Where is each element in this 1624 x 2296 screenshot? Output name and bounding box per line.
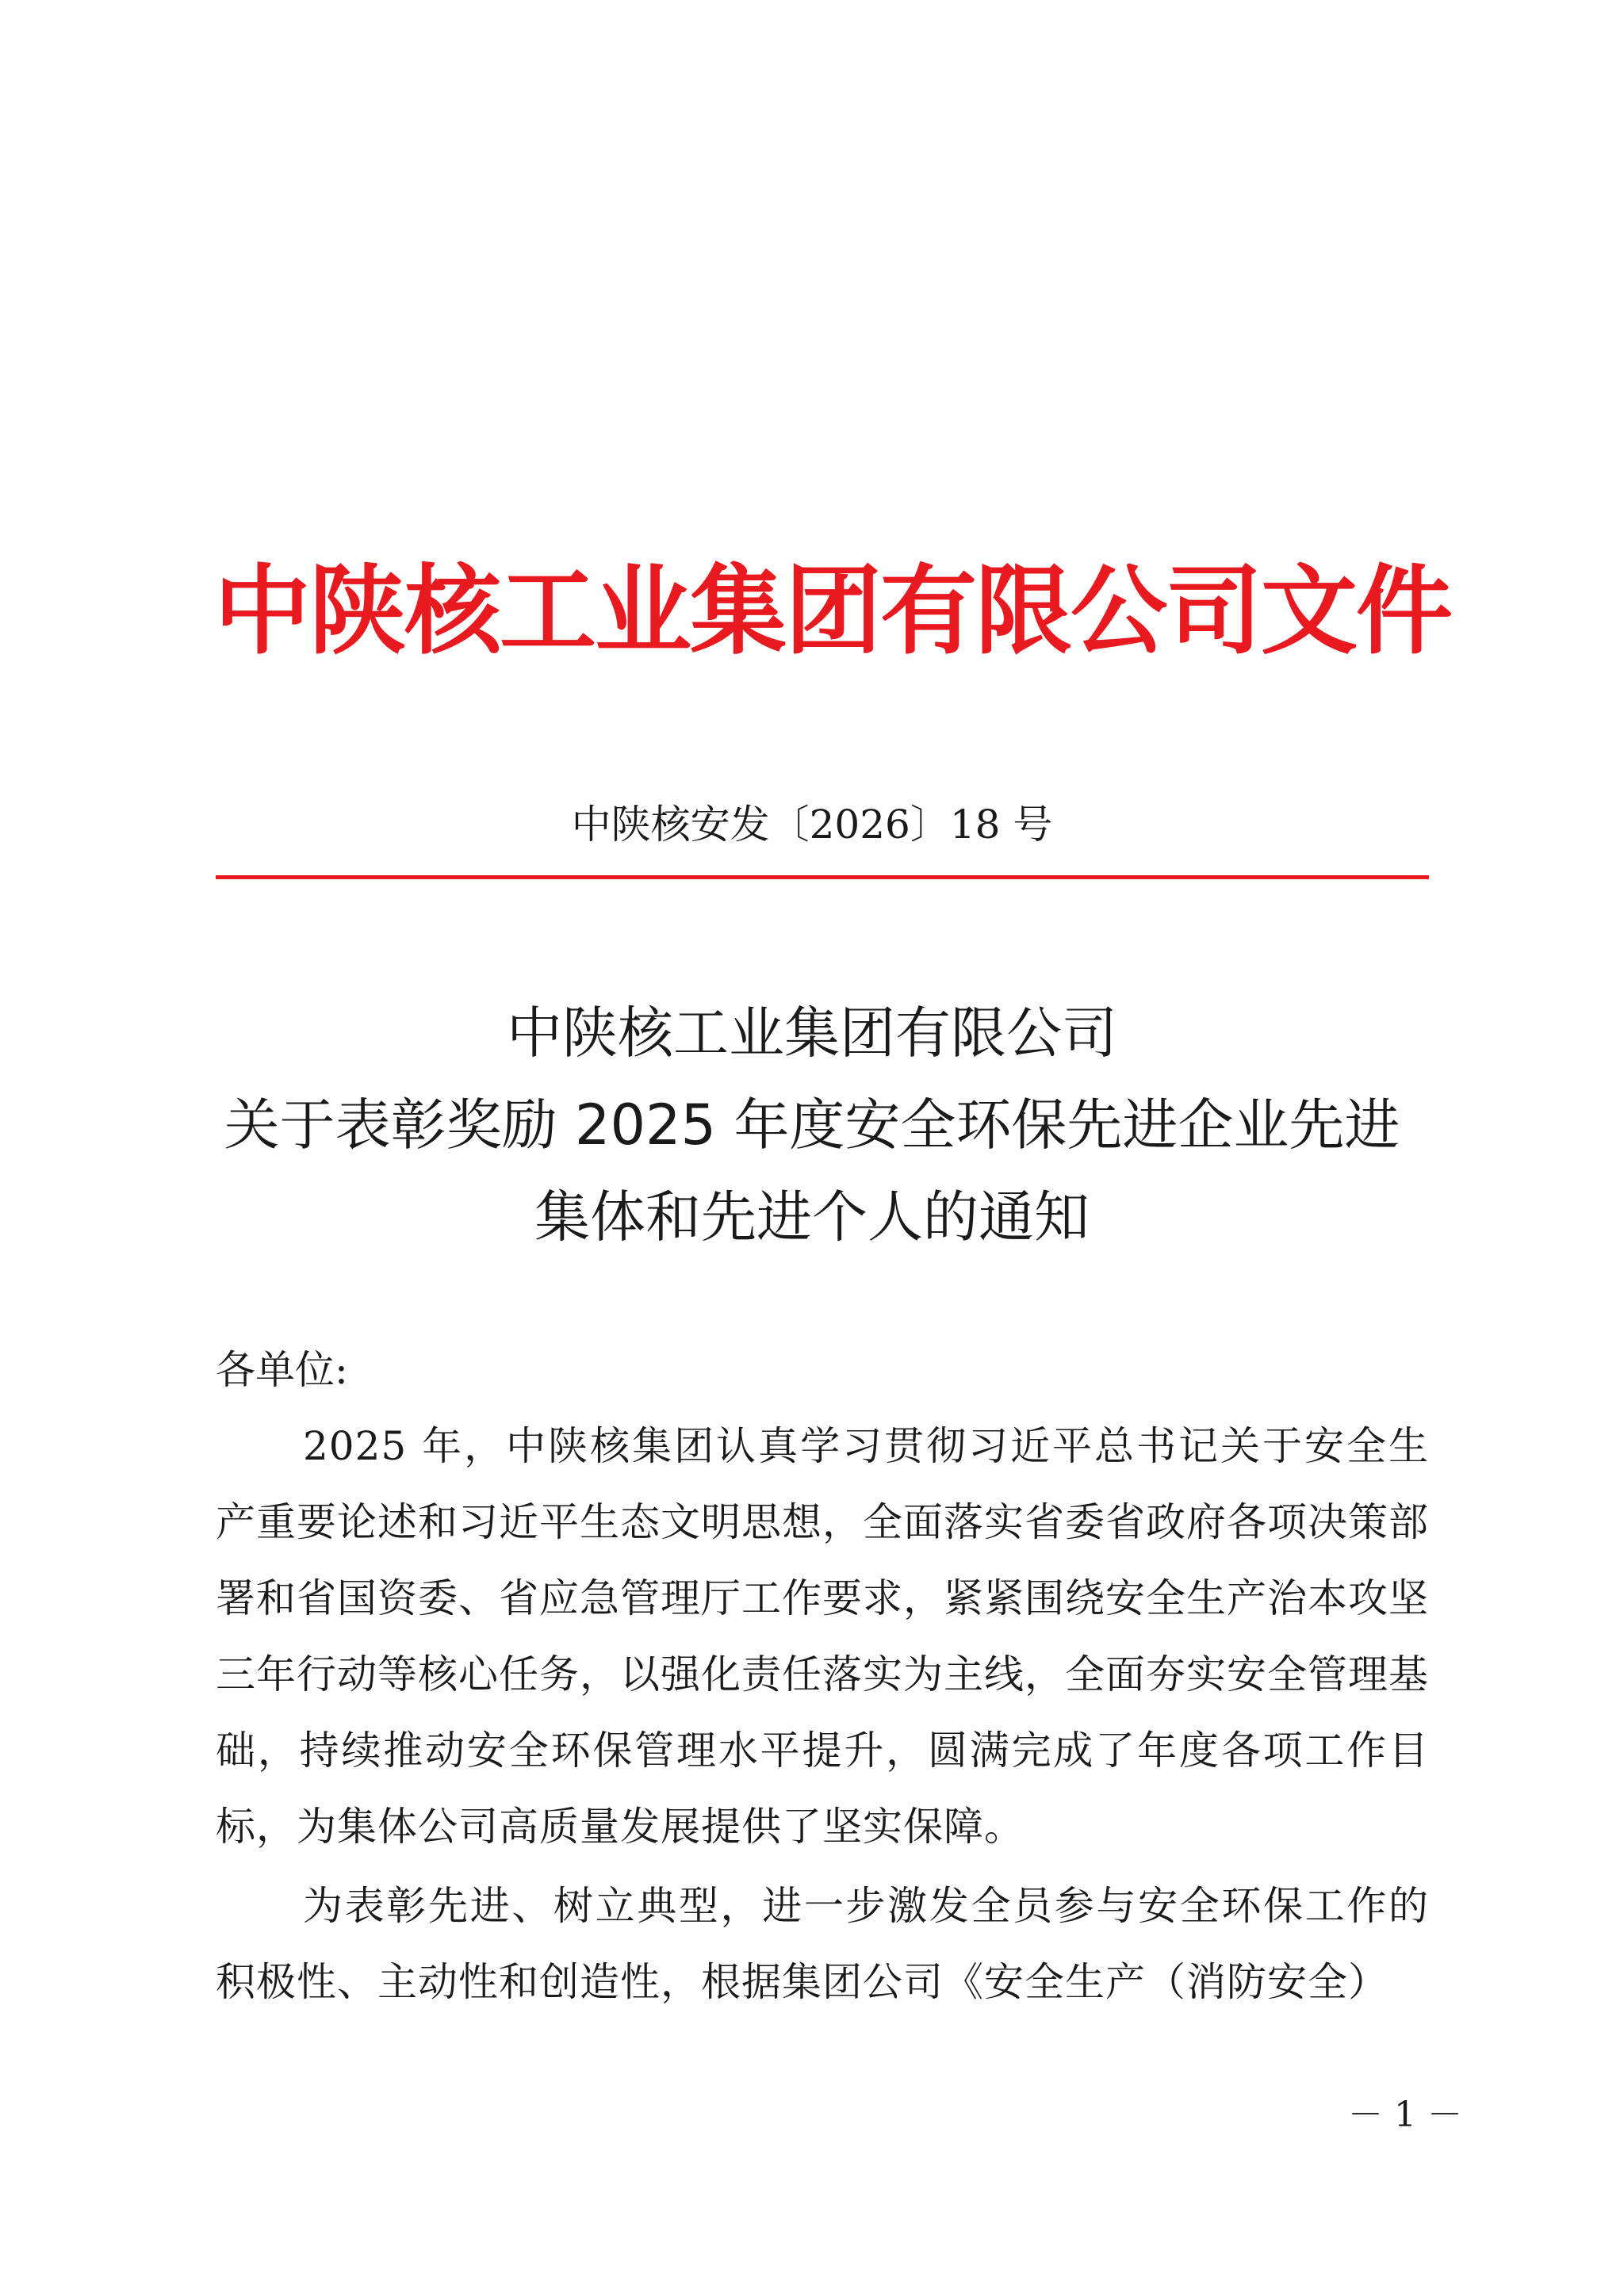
red-divider-line <box>216 875 1429 879</box>
body-paragraph-2: 为表彰先进、树立典型，进一步激发全员参与安全环保工作的积极性、主动性和创造性，根据集团公司《安全生产（消防安全） <box>216 1883 1429 2005</box>
title-line-3: 集体和先进个人的通知 <box>534 1184 1090 1249</box>
title-line-2: 关于表彰奖励 2025 年度安全环保先进企业先进 <box>224 1093 1400 1158</box>
document-number: 中陕核安发〔2026〕18 号 <box>571 802 1053 848</box>
body-paragraph-1: 2025 年，中陕核集团认真学习贯彻习近平总书记关于安全生产重要论述和习近平生态文明思想，全面落实省委省政府各项决策部署和省国资委、省应急管理厅工作要求，紧紧围绕安全生产治本攻坚三年行动等核心任务，以强化责任落实为主线，全面夯实安全管理基础，持续推动安全环保管理水平提升，圆满完成了年度各项工作目标，为集体公司高质量发展提供了坚实保障。 <box>216 1423 1429 1850</box>
page-number: － 1 － <box>1348 2095 1462 2135</box>
document-masthead: 中陕核工业集团有限公司文件 <box>214 553 1451 668</box>
salutation: 各单位: <box>216 1347 348 1393</box>
notice-body <box>216 1332 1429 2020</box>
title-line-1: 中陕核工业集团有限公司 <box>507 1001 1117 1066</box>
notice-title <box>159 987 1465 1263</box>
